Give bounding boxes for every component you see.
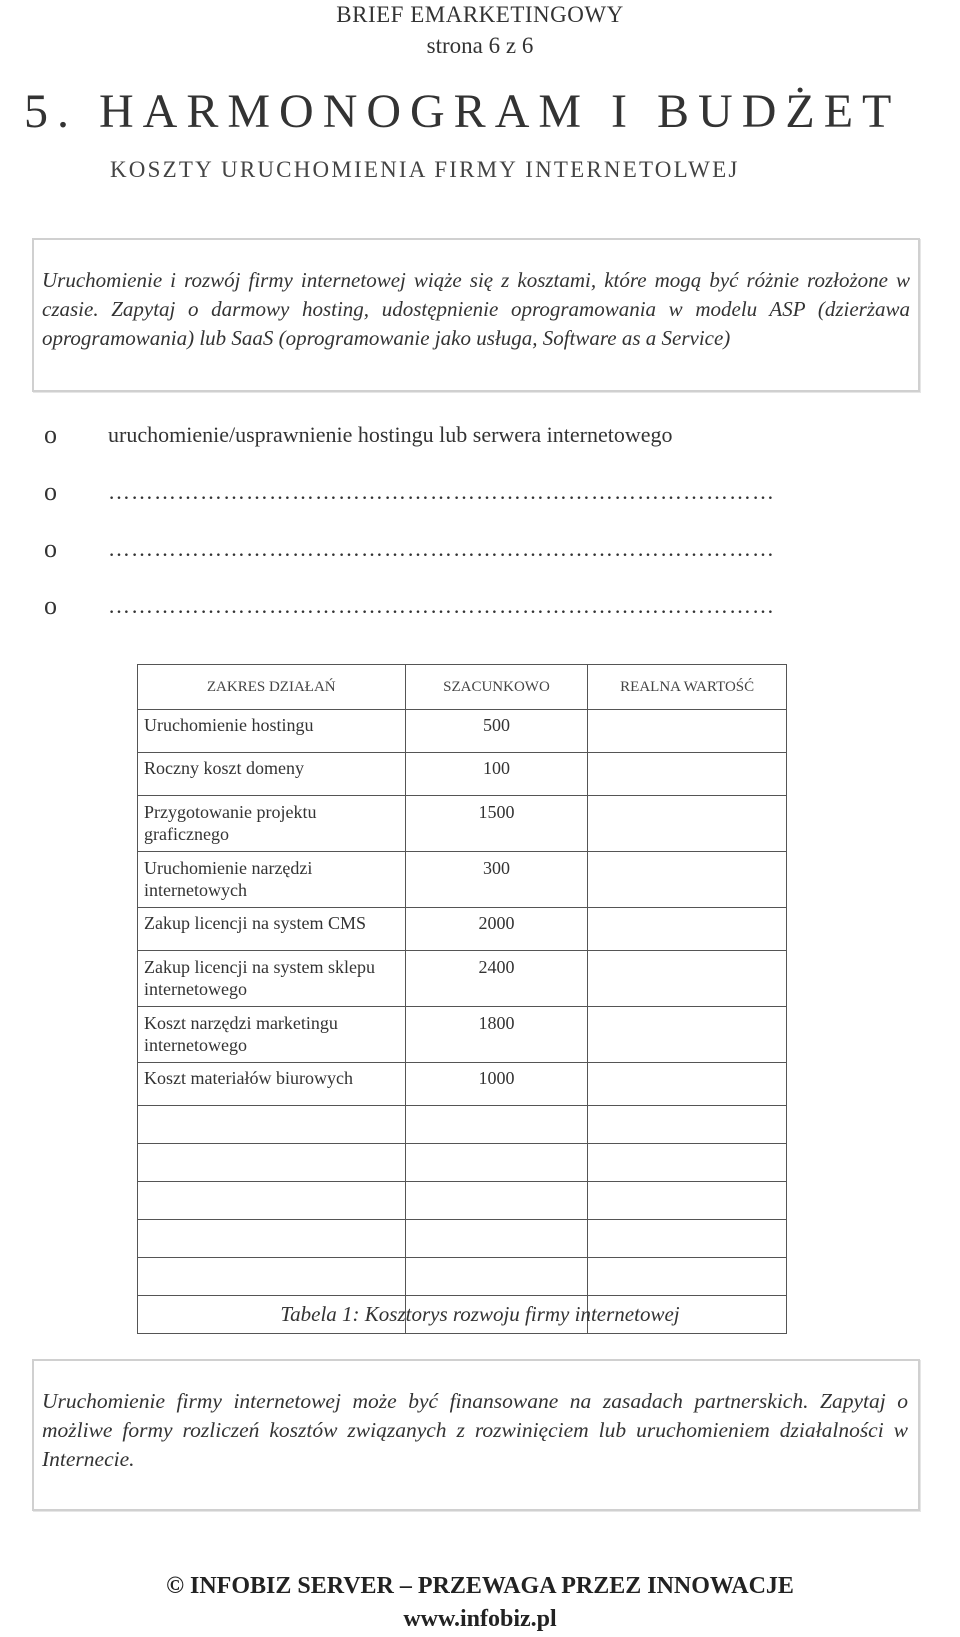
empty-cell[interactable] bbox=[138, 1258, 406, 1296]
cost-item: Zakup licencji na system CMS bbox=[138, 908, 406, 951]
intro-note-text: Uruchomienie i rozwój firmy internetowej wiąże się z kosztami, które mogą być różnie rozłożone w czasie. Zapytaj o darmowy hosting, udostępnienie oprogramowania w modelu ASP (dzierżawa oprogramowania) lub SaaS (oprogramowanie jako usługa, Software as a Service) bbox=[42, 268, 910, 350]
bullet-marker: o bbox=[44, 534, 57, 563]
cost-actual-cell[interactable] bbox=[588, 710, 787, 753]
cost-actual-cell[interactable] bbox=[588, 1063, 787, 1106]
table-row bbox=[138, 1063, 787, 1106]
section-subheading: KOSZTY URUCHOMIENIA FIRMY INTERNETOLWEJ bbox=[110, 157, 740, 182]
cost-estimate: 2000 bbox=[405, 908, 588, 951]
empty-table-row bbox=[138, 1220, 787, 1258]
empty-cell[interactable] bbox=[138, 1182, 406, 1220]
column-header-estimate: SZACUNKOWO bbox=[405, 665, 588, 710]
bullet-text: uruchomienie/usprawnienie hostingu lub serwera internetowego bbox=[108, 422, 673, 447]
cost-item: Koszt narzędzi marketingu internetowego bbox=[138, 1007, 406, 1063]
document-header-title: BRIEF EMARKETINGOWY bbox=[336, 2, 624, 27]
cost-estimate: 1500 bbox=[405, 796, 588, 852]
cost-actual-cell[interactable] bbox=[588, 852, 787, 908]
bullet-placeholder-dots: …………………………………………………………………………… bbox=[108, 479, 775, 504]
column-header-scope: ZAKRES DZIAŁAŃ bbox=[138, 665, 406, 710]
table-row bbox=[138, 951, 787, 1007]
section-heading: 5. HARMONOGRAM I BUDŻET bbox=[24, 85, 901, 138]
table-header-row bbox=[138, 665, 787, 710]
empty-cell[interactable] bbox=[405, 1106, 588, 1144]
empty-table-row bbox=[138, 1106, 787, 1144]
cost-item: Uruchomienie hostingu bbox=[138, 710, 406, 753]
cost-estimate: 500 bbox=[405, 710, 588, 753]
table-row bbox=[138, 753, 787, 796]
list-item bbox=[44, 591, 960, 621]
bullet-marker: o bbox=[44, 591, 57, 620]
cost-item: Uruchomienie narzędzi internetowych bbox=[138, 852, 406, 908]
table-row bbox=[138, 710, 787, 753]
list-item bbox=[44, 420, 960, 450]
table-row bbox=[138, 908, 787, 951]
empty-cell[interactable] bbox=[405, 1182, 588, 1220]
table-row bbox=[138, 1007, 787, 1063]
list-item bbox=[44, 477, 960, 507]
list-item bbox=[44, 534, 960, 564]
cost-estimate: 1000 bbox=[405, 1063, 588, 1106]
cost-actual-cell[interactable] bbox=[588, 951, 787, 1007]
cost-item: Roczny koszt domeny bbox=[138, 753, 406, 796]
footer-copyright: © INFOBIZ SERVER – PRZEWAGA PRZEZ INNOWACJE bbox=[166, 1573, 794, 1599]
empty-cell[interactable] bbox=[138, 1220, 406, 1258]
cost-estimate: 1800 bbox=[405, 1007, 588, 1063]
table-row bbox=[138, 796, 787, 852]
cost-estimate: 2400 bbox=[405, 951, 588, 1007]
cost-item: Koszt materiałów biurowych bbox=[138, 1063, 406, 1106]
bullet-marker: o bbox=[44, 420, 57, 449]
cost-item: Zakup licencji na system sklepu internetowego bbox=[138, 951, 406, 1007]
intro-note-box bbox=[32, 238, 920, 392]
cost-actual-cell[interactable] bbox=[588, 796, 787, 852]
empty-table-row bbox=[138, 1258, 787, 1296]
bullet-placeholder-dots: …………………………………………………………………………… bbox=[108, 593, 775, 618]
page-number: strona 6 z 6 bbox=[426, 33, 534, 58]
empty-cell[interactable] bbox=[405, 1258, 588, 1296]
closing-note-box bbox=[32, 1359, 920, 1511]
empty-cell[interactable] bbox=[588, 1258, 787, 1296]
footer-website-link[interactable]: www.infobiz.pl bbox=[403, 1606, 557, 1632]
cost-table bbox=[137, 664, 787, 1334]
empty-cell[interactable] bbox=[588, 1106, 787, 1144]
empty-cell[interactable] bbox=[588, 1220, 787, 1258]
cost-estimate: 300 bbox=[405, 852, 588, 908]
empty-table-row bbox=[138, 1182, 787, 1220]
empty-cell[interactable] bbox=[138, 1106, 406, 1144]
closing-note-text: Uruchomienie firmy internetowej może być finansowane na zasadach partnerskich. Zapytaj o możliwe formy rozliczeń kosztów związanych z rozwinięciem lub uruchomieniem działalności w Internecie. bbox=[42, 1389, 908, 1471]
empty-cell[interactable] bbox=[405, 1220, 588, 1258]
empty-cell[interactable] bbox=[588, 1144, 787, 1182]
empty-cell[interactable] bbox=[138, 1144, 406, 1182]
empty-cell[interactable] bbox=[405, 1144, 588, 1182]
empty-table-row bbox=[138, 1144, 787, 1182]
table-caption: Tabela 1: Kosztorys rozwoju firmy internetowej bbox=[280, 1302, 680, 1326]
cost-actual-cell[interactable] bbox=[588, 1007, 787, 1063]
cost-item: Przygotowanie projektu graficznego bbox=[138, 796, 406, 852]
bullet-marker: o bbox=[44, 477, 57, 506]
table-row bbox=[138, 852, 787, 908]
column-header-actual: REALNA WARTOŚĆ bbox=[588, 665, 787, 710]
cost-actual-cell[interactable] bbox=[588, 908, 787, 951]
cost-estimate: 100 bbox=[405, 753, 588, 796]
cost-actual-cell[interactable] bbox=[588, 753, 787, 796]
empty-cell[interactable] bbox=[588, 1182, 787, 1220]
bullet-placeholder-dots: …………………………………………………………………………… bbox=[108, 536, 775, 561]
